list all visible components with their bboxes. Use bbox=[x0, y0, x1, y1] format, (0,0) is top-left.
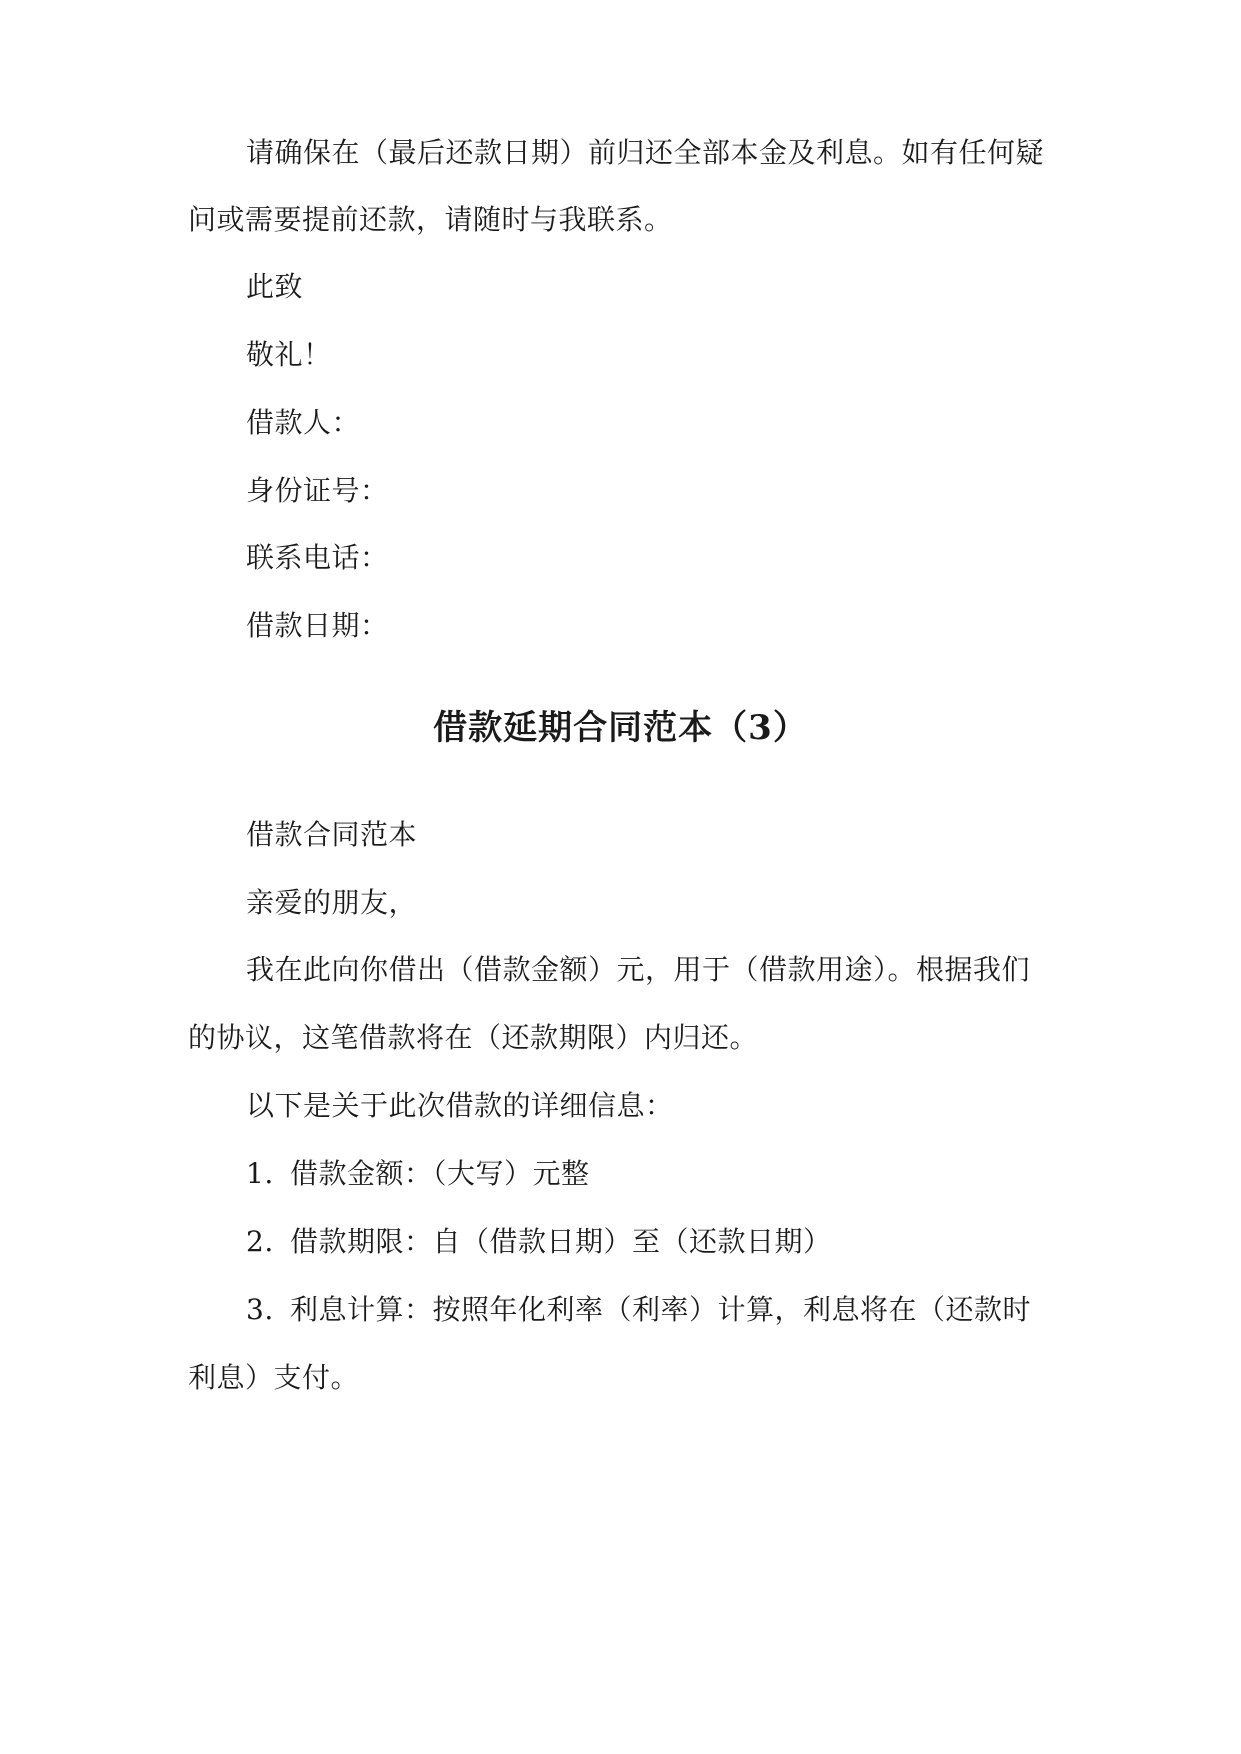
contract-heading: 借款合同范本 bbox=[246, 818, 418, 851]
list-item bbox=[246, 1222, 1126, 1262]
list-item-number: 3. bbox=[246, 1293, 274, 1326]
closing-regards: 敬礼！ bbox=[246, 338, 332, 371]
loan-date-label: 借款日期： bbox=[246, 609, 389, 642]
phone-label: 联系电话： bbox=[246, 541, 389, 574]
list-item-continuation: 利息）支付。 bbox=[188, 1361, 360, 1394]
list-item-number: 2. bbox=[246, 1225, 274, 1258]
borrower-label: 借款人： bbox=[246, 406, 361, 439]
section-title: 借款延期合同范本（3） bbox=[433, 708, 808, 748]
paragraph-loan-line1: 我在此向你借出（借款金额）元，用于（借款用途）。根据我们 bbox=[246, 953, 1031, 986]
paragraph-repayment-line2: 问或需要提前还款，请随时与我联系。 bbox=[188, 203, 673, 236]
list-item-text: 借款期限：自（借款日期）至（还款日期） bbox=[290, 1225, 832, 1258]
list-item-text: 借款金额：（大写）元整 bbox=[290, 1157, 590, 1190]
paragraph-repayment-line1: 请确保在（最后还款日期）前归还全部本金及利息。如有任何疑 bbox=[246, 136, 1045, 169]
details-intro: 以下是关于此次借款的详细信息： bbox=[246, 1089, 674, 1122]
closing-salutation: 此致 bbox=[246, 270, 304, 303]
greeting: 亲爱的朋友， bbox=[246, 886, 418, 919]
paragraph-loan-line2: 的协议，这笔借款将在（还款期限）内归还。 bbox=[188, 1021, 759, 1054]
list-item bbox=[246, 1290, 1126, 1330]
list-item-text: 利息计算：按照年化利率（利率）计算，利息将在（还款时 bbox=[290, 1293, 1032, 1326]
id-number-label: 身份证号： bbox=[246, 474, 389, 507]
list-item bbox=[246, 1154, 1126, 1194]
list-item-number: 1. bbox=[246, 1157, 274, 1190]
